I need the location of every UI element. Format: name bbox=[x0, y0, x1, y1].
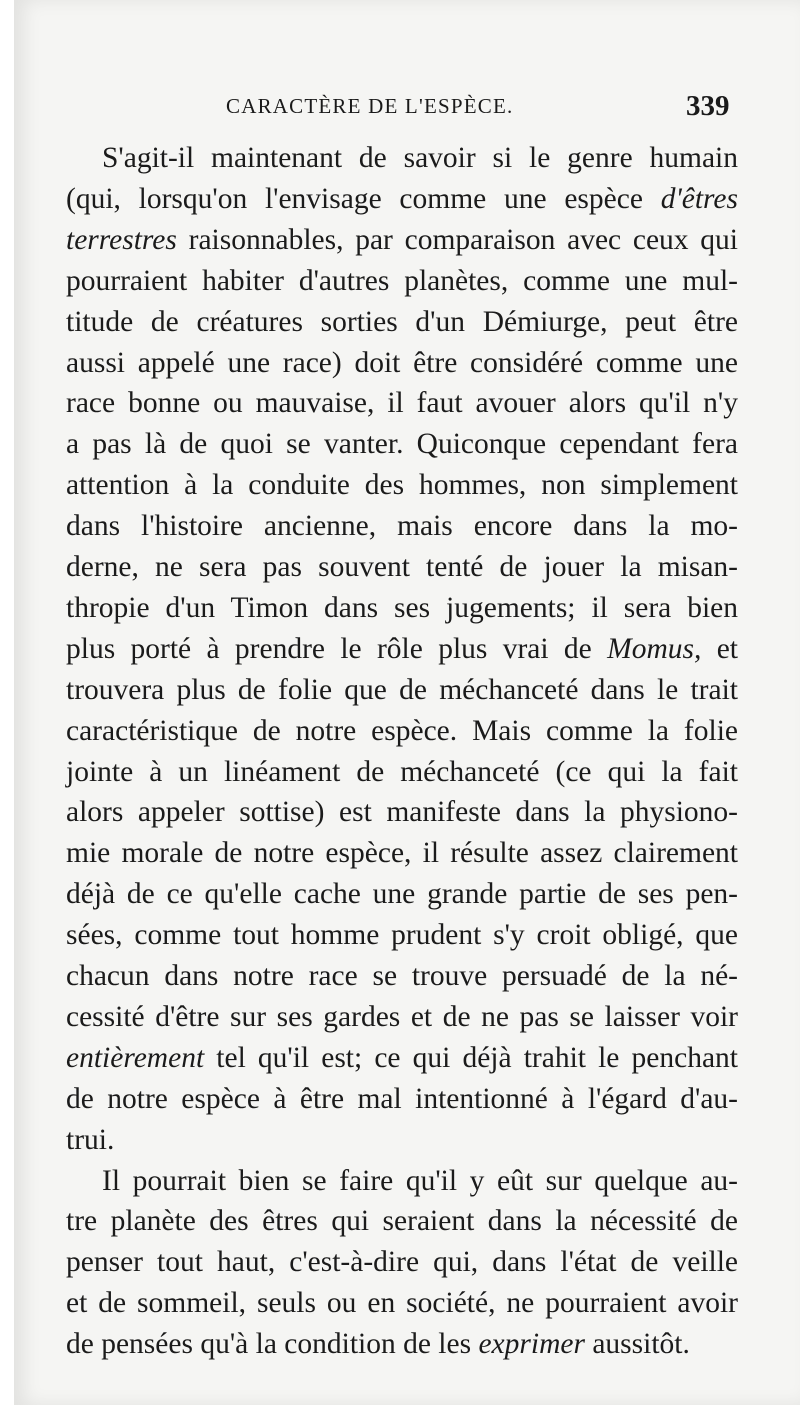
italic-text: Momus, bbox=[607, 633, 702, 665]
text-line bbox=[66, 956, 738, 996]
text-line bbox=[66, 302, 738, 342]
text-span: trouvera plus de folie que de méchanceté dans le trait bbox=[66, 674, 738, 706]
text-line bbox=[66, 424, 738, 464]
text-line bbox=[66, 629, 738, 669]
text-span: jointe à un linéament de méchanceté (ce qui la fait bbox=[66, 756, 738, 788]
text-span: Il pourrait bien se faire qu'il y eût sur quelque au- bbox=[102, 1165, 738, 1197]
text-line bbox=[66, 383, 738, 423]
text-span: sées, comme tout homme prudent s'y croit obligé, que bbox=[66, 919, 738, 951]
text-span: caractéristique de notre espèce. Mais comme la folie bbox=[66, 715, 738, 747]
text-line bbox=[66, 1283, 738, 1323]
text-line bbox=[66, 1201, 738, 1241]
italic-text: terrestres bbox=[66, 224, 177, 256]
text-line bbox=[66, 752, 738, 792]
text-line bbox=[66, 711, 738, 751]
italic-text: entièrement bbox=[66, 1042, 205, 1074]
text-span: plus porté à prendre le rôle plus vrai de bbox=[66, 633, 608, 665]
text-span: (qui, lorsqu'on l'envisage comme une espèce bbox=[66, 183, 661, 215]
text-span: thropie d'un Timon dans ses jugements; il sera bien bbox=[66, 592, 738, 624]
text-line bbox=[66, 179, 738, 219]
text-line bbox=[66, 792, 738, 832]
text-span: et de sommeil, seuls ou en société, ne pourraient avoir bbox=[66, 1287, 738, 1319]
text-line bbox=[66, 1079, 738, 1119]
text-span: penser tout haut, c'est-à-dire qui, dans l'état de veille bbox=[66, 1246, 738, 1278]
text-span: aussi appelé une race) doit être considéré comme une bbox=[66, 347, 738, 379]
text-span: S'agit-il maintenant de savoir si le genre humain bbox=[102, 142, 738, 174]
text-line bbox=[66, 220, 738, 260]
text-line bbox=[66, 1242, 738, 1282]
text-span: alors appeler sottise) est manifeste dans la physiono- bbox=[66, 796, 738, 828]
text-span: tel qu'il est; ce qui déjà trahit le penchant bbox=[204, 1042, 738, 1074]
text-span: de notre espèce à être mal intentionné à l'égard d'au- bbox=[66, 1083, 738, 1115]
text-span: race bonne ou mauvaise, il faut avouer alors qu'il n'y bbox=[66, 387, 738, 419]
text-span: tre planète des êtres qui seraient dans la nécessité de bbox=[66, 1205, 738, 1237]
text-line bbox=[66, 1324, 738, 1364]
text-line bbox=[66, 833, 738, 873]
text-span: chacun dans notre race se trouve persuadé de la né- bbox=[66, 960, 738, 992]
text-span: aussitôt. bbox=[584, 1328, 690, 1360]
text-line bbox=[66, 343, 738, 383]
text-span: titude de créatures sorties d'un Démiurge, peut être bbox=[66, 306, 738, 338]
text-span: mie morale de notre espèce, il résulte assez clairement bbox=[66, 837, 738, 869]
text-span: attention à la conduite des hommes, non simplement bbox=[66, 469, 738, 501]
text-span: derne, ne sera pas souvent tenté de jouer la misan- bbox=[66, 551, 738, 583]
text-span: et bbox=[701, 633, 738, 665]
text-line bbox=[66, 547, 738, 587]
text-span: pourraient habiter d'autres planètes, comme une mul- bbox=[66, 265, 738, 297]
running-head: CARACTÈRE DE L'ESPÈCE. bbox=[226, 94, 514, 118]
text-line bbox=[66, 261, 738, 301]
text-span: trui. bbox=[66, 1124, 115, 1156]
text-line bbox=[66, 1120, 738, 1160]
text-span: a pas là de quoi se vanter. Quiconque cependant fera bbox=[66, 428, 738, 460]
text-span: raisonnables, par comparaison avec ceux qui bbox=[176, 224, 738, 256]
text-span: cessité d'être sur ses gardes et de ne pas se laisser voir bbox=[66, 1001, 738, 1033]
text-span: dans l'histoire ancienne, mais encore dans la mo- bbox=[66, 510, 738, 542]
text-line bbox=[66, 588, 738, 628]
text-line bbox=[66, 670, 738, 710]
text-line bbox=[66, 506, 738, 546]
text-line bbox=[66, 997, 738, 1037]
text-span: de pensées qu'à la condition de les bbox=[66, 1328, 479, 1360]
text-span: déjà de ce qu'elle cache une grande partie de ses pen- bbox=[66, 878, 738, 910]
text-line bbox=[66, 1038, 738, 1078]
italic-text: d'êtres bbox=[660, 183, 738, 215]
page-number: 339 bbox=[686, 90, 730, 122]
text-line bbox=[66, 915, 738, 955]
text-line bbox=[102, 138, 738, 178]
text-line bbox=[66, 874, 738, 914]
text-line bbox=[66, 465, 738, 505]
italic-text: exprimer bbox=[478, 1328, 585, 1360]
text-line bbox=[102, 1161, 738, 1201]
